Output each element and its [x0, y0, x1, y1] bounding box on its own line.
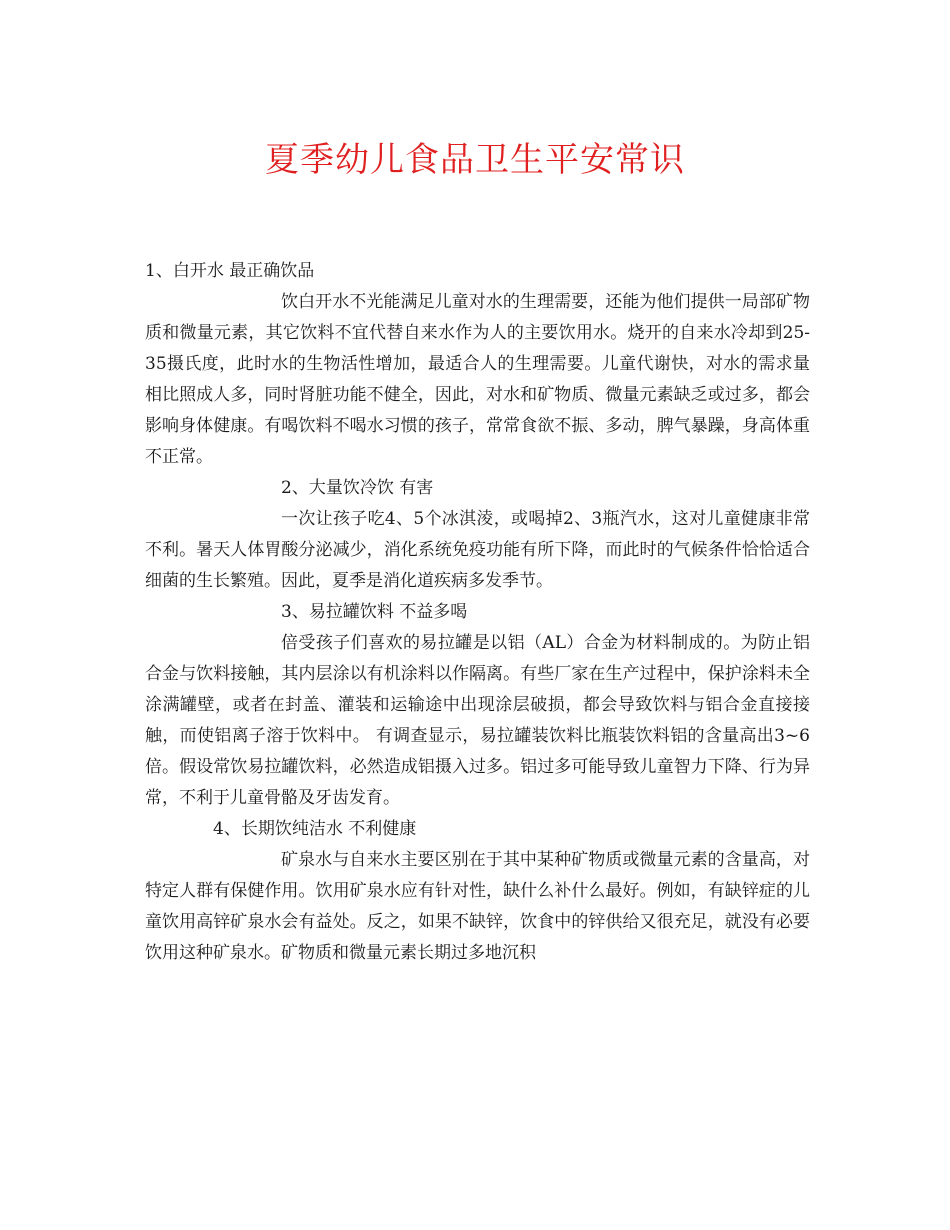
- document-title: 夏季幼儿食品卫生平安常识: [265, 140, 685, 180]
- section-heading-3: 3、易拉罐饮料 不益多喝: [281, 602, 468, 622]
- paragraph-3: 倍受孩子们喜欢的易拉罐是以铝（AL）合金为材料制成的。为防止铝合金与饮料接触，其内层涂以有机涂料以作隔离。有些厂家在生产过程中，保护涂料未全涂满罐壁，或者在封盖、灌装和运输途中出现涂层破损，都会导致饮料与铝合金直接接触，而使铝离子溶于饮料中。 有调查显示，易拉罐装饮料比瓶装饮料铝的含量高出3~6倍。假设常饮易拉罐饮料，必然造成铝摄入过多。铝过多可能导致儿童智力下降、行为异常，不利于儿童骨骼及牙齿发育。: [145, 633, 810, 808]
- section-heading-1: 1、白开水 最正确饮品: [145, 261, 315, 281]
- paragraph-2: 一次让孩子吃4、5个冰淇淩，或喝掉2、3瓶汽水，这对儿童健康非常不利。暑天人体胃酸分泌减少，消化系统免疫功能有所下降，而此时的气候条件恰恰适合细菌的生长繁殖。因此，夏季是消化道疾病多发季节。: [145, 509, 810, 591]
- section-heading-2: 2、大量饮冷饮 有害: [281, 478, 434, 498]
- paragraph-1: 饮白开水不光能满足儿童对水的生理需要，还能为他们提供一局部矿物质和微量元素，其它饮料不宜代替自来水作为人的主要饮用水。烧开的自来水冷却到25-35摄氏度，此时水的生物活性增加，最适合人的生理需要。儿童代谢快，对水的需求量相比照成人多，同时肾脏功能不健全，因此，对水和矿物质、微量元素缺乏或过多，都会影响身体健康。有喝饮料不喝水习惯的孩子，常常食欲不振、多动，脾气暴躁，身高体重不正常。: [145, 292, 810, 467]
- paragraph-4: 矿泉水与自来水主要区别在于其中某种矿物质或微量元素的含量高，对特定人群有保健作用。饮用矿泉水应有针对性，缺什么补什么最好。例如，有缺锌症的儿童饮用高锌矿泉水会有益处。反之，如果不缺锌，饮食中的锌供给又很充足，就没有必要饮用这种矿泉水。矿物质和微量元素长期过多地沉积: [145, 850, 810, 963]
- section-heading-4: 4、长期饮纯洁水 不利健康: [213, 819, 417, 839]
- document-body: [145, 256, 810, 969]
